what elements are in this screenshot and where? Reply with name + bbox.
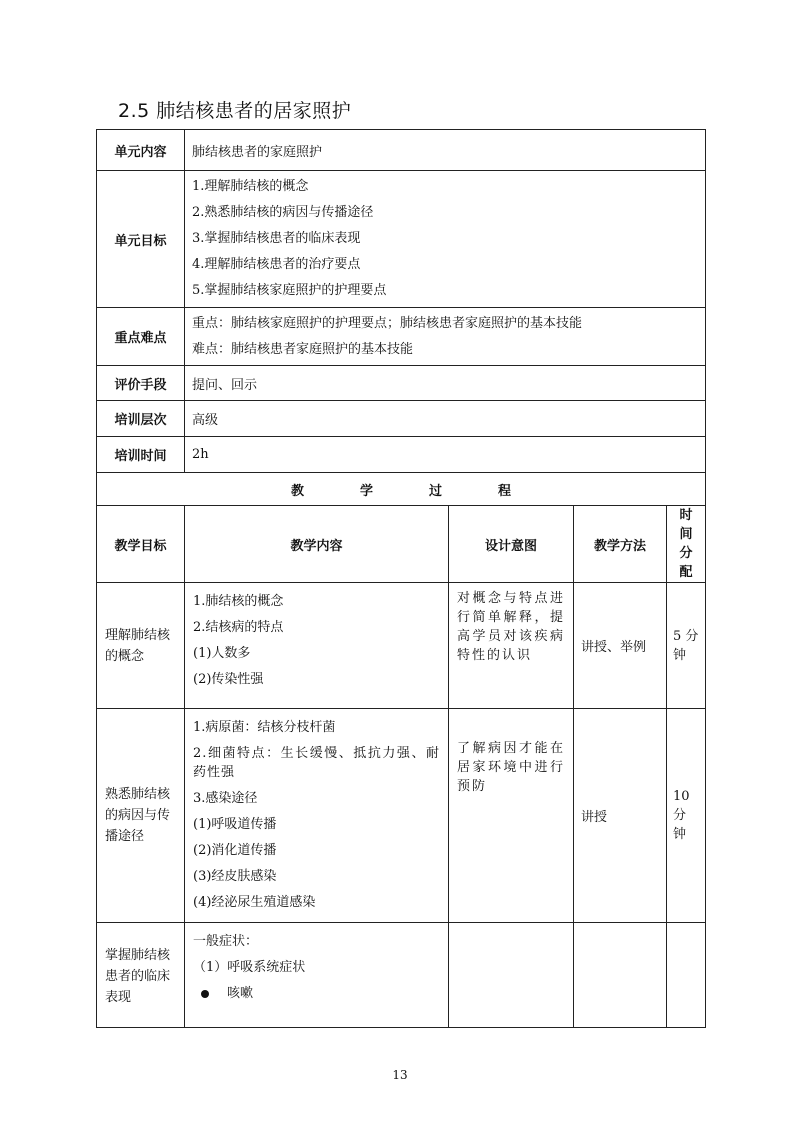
unit-goal-item: 5.掌握肺结核家庭照护的护理要点 (192, 283, 387, 298)
row-content (185, 923, 449, 1028)
row-goal-line: 患者的临床 (105, 969, 171, 984)
col-header-time-char: 配 (679, 565, 693, 580)
row-goal-line: 掌握肺结核 (105, 948, 171, 963)
duration-value: 2h (185, 437, 706, 473)
duration-label: 培训时间 (97, 437, 185, 473)
col-header-time-char: 时 (679, 508, 693, 523)
table-row (97, 709, 706, 923)
row-time (667, 923, 706, 1028)
key-point-item: 难点：肺结核患者家庭照护的基本技能 (192, 341, 414, 357)
content-line: (2)传染性强 (193, 672, 264, 687)
row-method: 讲授、举例 (574, 583, 667, 709)
row-goal-line: 播途径 (105, 829, 145, 844)
page-number: 13 (392, 1068, 408, 1082)
lesson-plan-table (96, 129, 706, 1028)
content-line: 2.结核病的特点 (193, 620, 284, 635)
unit-goals-label: 单元目标 (97, 171, 185, 308)
key-points-label: 重点难点 (97, 308, 185, 366)
row-intent (449, 923, 574, 1028)
content-line: (3)经皮肤感染 (193, 869, 277, 884)
level-label: 培训层次 (97, 401, 185, 437)
process-header-char: 程 (498, 483, 512, 499)
row-intent: 对概念与特点进行简单解释，提高学员对该疾病特性的认识 (449, 583, 574, 709)
process-header-char: 学 (359, 483, 373, 499)
content-line: (1)呼吸道传播 (193, 817, 277, 832)
unit-goal-item: 4.理解肺结核患者的治疗要点 (192, 257, 361, 272)
row-content (185, 709, 449, 923)
row-time-line: 分 (673, 808, 687, 823)
row-content (185, 583, 449, 709)
unit-goal-item: 3.掌握肺结核患者的临床表现 (192, 231, 361, 246)
bullet-text: 咳嗽 (227, 986, 254, 1001)
unit-goal-item: 1.理解肺结核的概念 (192, 179, 309, 194)
col-header-content: 教学内容 (185, 506, 449, 583)
row-goal (97, 923, 185, 1028)
col-header-intent: 设计意图 (449, 506, 574, 583)
row-time-line: 钟 (673, 827, 687, 842)
bullet-icon (201, 990, 209, 998)
key-points-list (185, 308, 706, 366)
table-row (97, 583, 706, 709)
evaluation-label: 评价手段 (97, 366, 185, 401)
row-method (574, 923, 667, 1028)
col-header-time (667, 506, 706, 583)
row-unit-content (97, 130, 706, 171)
row-column-headers (97, 506, 706, 583)
unit-content-label: 单元内容 (97, 130, 185, 171)
row-time-line: 钟 (673, 647, 687, 663)
content-line: 2.细菌特点：生长缓慢、抵抗力强、耐药性强 (193, 746, 440, 780)
row-goal-line: 的病因与传 (105, 808, 171, 823)
level-value: 高级 (185, 401, 706, 437)
row-goal-line: 熟悉肺结核 (105, 787, 171, 802)
row-time-line: 10 (673, 789, 690, 804)
evaluation-value: 提问、回示 (185, 366, 706, 401)
content-line: 一般症状： (193, 934, 259, 949)
content-line: 1.肺结核的概念 (193, 594, 284, 609)
row-goal-line: 的概念 (105, 648, 145, 664)
process-header-char: 过 (429, 483, 443, 499)
row-key-points (97, 308, 706, 366)
row-time (667, 709, 706, 923)
content-line: (1)人数多 (193, 646, 251, 661)
bullet-item (193, 981, 440, 1007)
row-goal-line: 理解肺结核 (105, 627, 171, 643)
unit-goal-item: 2.熟悉肺结核的病因与传播途径 (192, 205, 374, 220)
col-header-goal: 教学目标 (97, 506, 185, 583)
key-point-item: 重点：肺结核家庭照护的护理要点；肺结核患者家庭照护的基本技能 (192, 315, 583, 331)
row-evaluation (97, 366, 706, 401)
row-goal (97, 583, 185, 709)
row-duration (97, 437, 706, 473)
page-title: 2.5 肺结核患者的居家照护 (118, 100, 352, 122)
table-row (97, 923, 706, 1028)
unit-content-value: 肺结核患者的家庭照护 (185, 130, 706, 171)
row-intent: 了解病因才能在居家环境中进行预防 (449, 709, 574, 923)
content-line: （1）呼吸系统症状 (193, 960, 306, 975)
content-line: (2)消化道传播 (193, 843, 277, 858)
process-header-char: 教 (290, 483, 304, 499)
row-level (97, 401, 706, 437)
process-header (97, 473, 706, 506)
row-goal-line: 表现 (105, 990, 132, 1005)
content-line: 1.病原菌：结核分枝杆菌 (193, 720, 336, 735)
unit-goals-list (185, 171, 706, 308)
content-line: 3.感染途径 (193, 791, 258, 806)
row-goal (97, 709, 185, 923)
col-header-method: 教学方法 (574, 506, 667, 583)
row-method: 讲授 (574, 709, 667, 923)
row-process-header (97, 473, 706, 506)
row-time (667, 583, 706, 709)
content-line: (4)经泌尿生殖道感染 (193, 895, 316, 910)
row-unit-goals (97, 171, 706, 308)
col-header-time-char: 间 (679, 527, 693, 542)
col-header-time-char: 分 (679, 546, 693, 561)
row-time-line: 5 分 (673, 628, 699, 644)
